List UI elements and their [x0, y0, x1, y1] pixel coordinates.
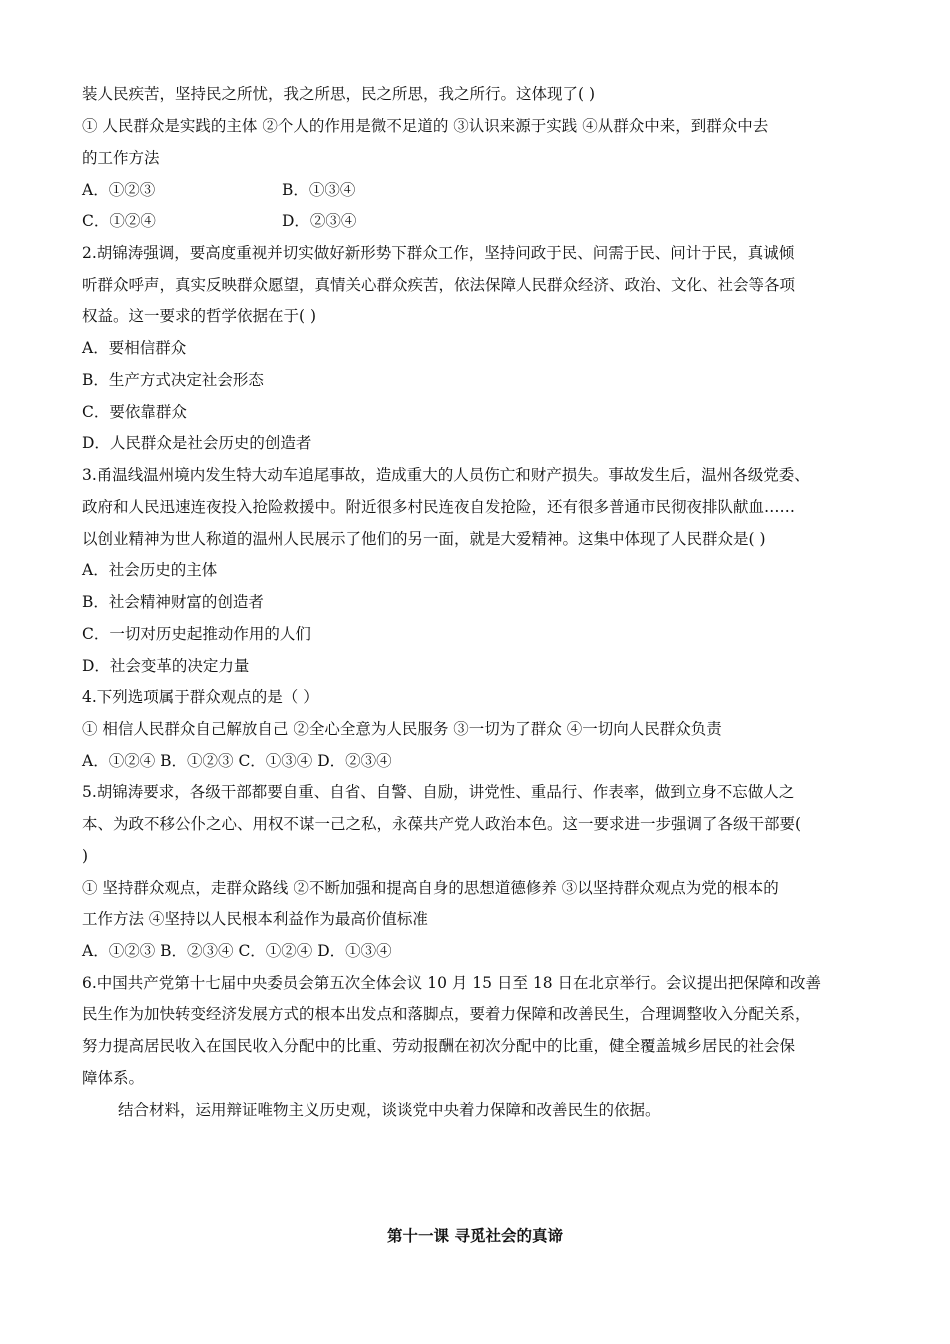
q3-option-c: C．一切对历史起推动作用的人们 — [82, 625, 311, 643]
q2-option-a: A．要相信群众 — [82, 339, 187, 357]
q4-items: ① 相信人民群众自己解放自己 ②全心全意为人民服务 ③一切为了群众 ④一切向人民群众负责 — [82, 720, 722, 738]
q1-option-d: D．②③④ — [282, 212, 357, 230]
q5-items-line2: 工作方法 ④坚持以人民根本利益作为最高价值标准 — [82, 910, 428, 928]
q1-option-c: C．①②④ — [82, 212, 156, 230]
q5-options: A．①②③ B．②③④ C．①②④ D．①③④ — [82, 942, 392, 960]
q2-option-d: D．人民群众是社会历史的创造者 — [82, 434, 312, 452]
q5-line3: ) — [82, 847, 89, 865]
q2-line2: 听群众呼声，真实反映群众愿望，真情关心群众疾苦，依法保障人民群众经济、政治、文化、社会等各项 — [82, 276, 796, 294]
q4-options: A．①②④ B．①②③ C．①③④ D．②③④ — [82, 752, 392, 770]
q3-line1: 3.甬温线温州境内发生特大动车追尾事故，造成重大的人员伤亡和财产损失。事故发生后，温州各级党委、 — [82, 466, 810, 484]
q1-items-line2: 的工作方法 — [82, 149, 160, 167]
q4-line1: 4.下列选项属于群众观点的是（ ） — [82, 688, 319, 706]
q2-line1: 2.胡锦涛强调，要高度重视并切实做好新形势下群众工作，坚持问政于民、问需于民、问计于民，真诚倾 — [82, 244, 795, 262]
q6-line4: 障体系。 — [82, 1069, 145, 1087]
q6-line3: 努力提高居民收入在国民收入分配中的比重、劳动报酬在初次分配中的比重，健全覆盖城乡居民的社会保 — [82, 1037, 796, 1055]
q5-line2: 本、为政不移公仆之心、用权不谋一己之私，永葆共产党人政治本色。这一要求进一步强调了各级干部要( — [82, 815, 802, 833]
q6-prompt: 结合材料，运用辩证唯物主义历史观，谈谈党中央着力保障和改善民生的依据。 — [118, 1101, 661, 1119]
q3-option-d: D．社会变革的决定力量 — [82, 657, 250, 675]
q6-line1: 6.中国共产党第十七届中央委员会第五次全体会议 10 月 15 日至 18 日在北京举行。会议提出把保障和改善 — [82, 974, 822, 992]
q3-line3: 以创业精神为世人称道的温州人民展示了他们的另一面，就是大爱精神。这集中体现了人民群众是( ) — [82, 530, 766, 548]
q5-line1: 5.胡锦涛要求，各级干部都要自重、自省、自警、自励，讲党性、重品行、作表率，做到立身不忘做人之 — [82, 783, 795, 801]
section-title: 第十一课 寻觅社会的真谛 — [387, 1227, 563, 1245]
q1-stem: 装人民疾苦，坚持民之所忧，我之所思，民之所思，我之所行。这体现了( ) — [82, 85, 596, 103]
q1-option-b: B．①③④ — [282, 181, 356, 199]
q2-option-c: C．要依靠群众 — [82, 403, 187, 421]
q3-option-b: B．社会精神财富的创造者 — [82, 593, 264, 611]
q1-option-a: A．①②③ — [82, 181, 156, 199]
q3-line2: 政府和人民迅速连夜投入抢险救援中。附近很多村民连夜自发抢险，还有很多普通市民彻夜排队献血…… — [82, 498, 796, 516]
q3-option-a: A．社会历史的主体 — [82, 561, 218, 579]
q2-line3: 权益。这一要求的哲学依据在于( ) — [82, 307, 317, 325]
q2-option-b: B．生产方式决定社会形态 — [82, 371, 264, 389]
q5-items-line1: ① 坚持群众观点，走群众路线 ②不断加强和提高自身的思想道德修养 ③以坚持群众观点为党的根本的 — [82, 879, 779, 897]
q6-line2: 民生作为加快转变经济发展方式的根本出发点和落脚点，要着力保障和改善民生，合理调整收入分配关系， — [82, 1005, 811, 1023]
q1-items-line1: ① 人民群众是实践的主体 ②个人的作用是微不足道的 ③认识来源于实践 ④从群众中来，到群众中去 — [82, 117, 769, 135]
